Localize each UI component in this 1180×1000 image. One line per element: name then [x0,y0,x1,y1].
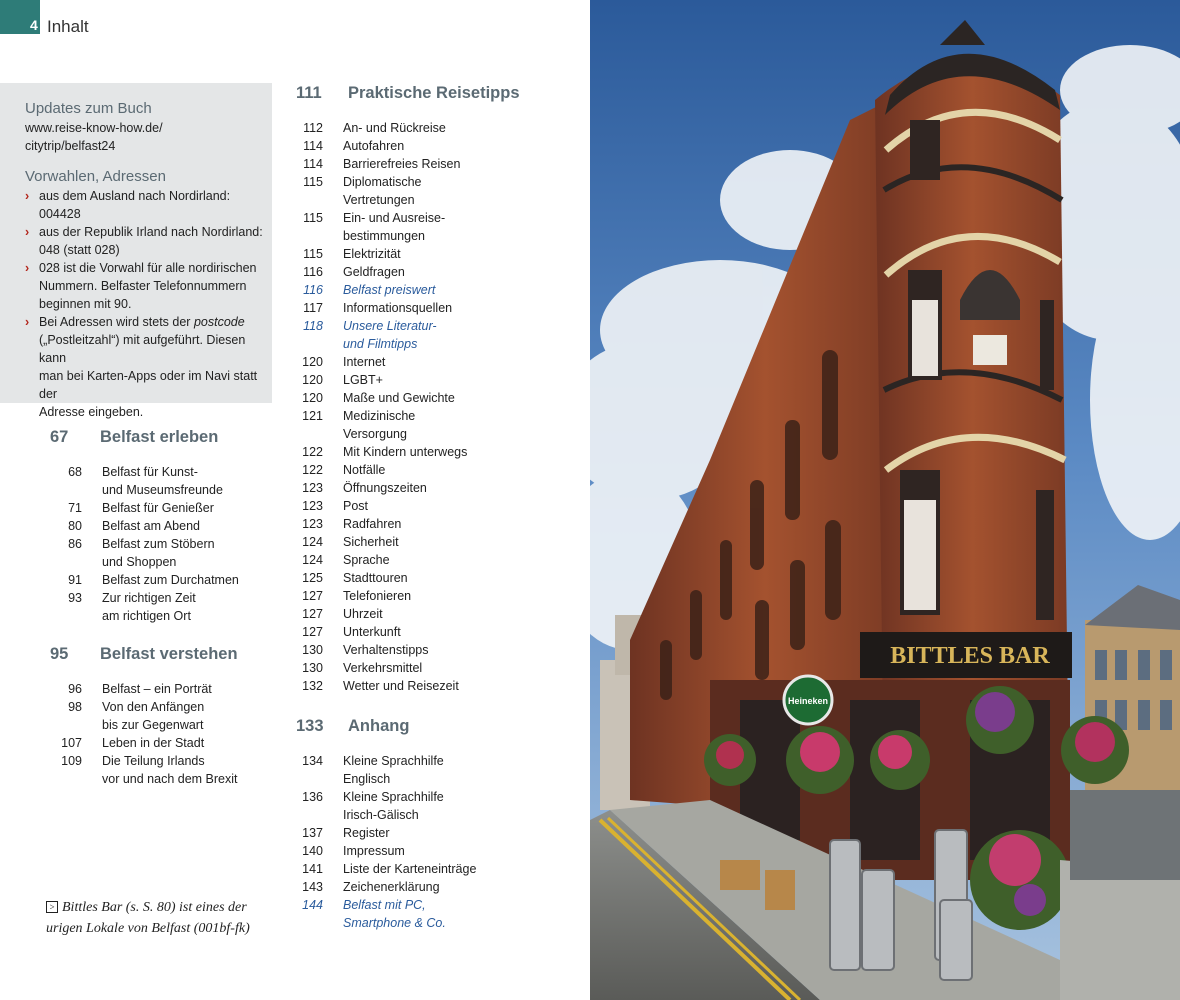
toc-entry[interactable] [295,353,545,371]
toc-page-number: 109 [61,754,82,768]
toc-entry-title: Radfahren [343,517,402,531]
toc-entry-title: Belfast mit PC, Smartphone & Co. [343,898,446,930]
toc-entry-title: Impressum [343,844,405,858]
toc-page-number: 132 [302,679,323,693]
toc-page-number: 121 [302,409,323,423]
toc-entry[interactable] [295,155,545,173]
bullet-item [25,313,265,421]
toc-entry-title: Barrierefreies Reisen [343,157,461,171]
toc-entry[interactable] [295,752,545,788]
bullet-text: Nummern. Belfaster Telefonnummern [39,279,247,293]
toc-page-number: 114 [303,139,323,153]
toc-page-number: 122 [302,463,323,477]
info-box [0,83,272,419]
toc-page-number: 112 [303,121,323,135]
toc-page-number: 137 [302,826,323,840]
toc-entry-title: Belfast für Kunst- und Museumsfreunde [102,465,223,497]
toc-entry-title: Belfast zum Stöbern und Shoppen [102,537,215,569]
toc-page-number: 116 [303,283,323,297]
toc-entry-title: Internet [343,355,386,369]
toc-entry[interactable] [295,533,545,551]
toc-page-number: 127 [302,625,323,639]
toc-entry[interactable] [295,407,545,443]
bullet-item [25,223,265,259]
toc-entry[interactable] [295,587,545,605]
toc-entry[interactable] [295,641,545,659]
toc-entry-title: Stadttouren [343,571,408,585]
toc-page-number: 120 [302,391,323,405]
toc-page-number: 122 [302,445,323,459]
toc-page-number: 98 [68,700,82,714]
bullet-text: Adresse eingeben. [39,405,144,419]
toc-page-number: 123 [302,517,323,531]
toc-entry-title: Belfast am Abend [102,519,200,533]
toc-page-number: 80 [68,519,82,533]
toc-entry[interactable] [295,824,545,842]
toc-entry-title: Post [343,499,369,513]
toc-entry[interactable] [295,551,545,569]
toc-entry[interactable] [295,461,545,479]
bullet-text: man bei Karten-Apps oder im Navi statt der [39,369,258,401]
toc-page-number: 134 [302,754,323,768]
toc-entry[interactable] [295,443,545,461]
toc-page-number: 140 [302,844,323,858]
toc-entry-title: Kleine Sprachhilfe Irisch-Gälisch [343,790,444,822]
toc-entry-title: An- und Rückreise [343,121,446,135]
toc-entry[interactable] [295,119,545,137]
toc-entry[interactable] [295,788,545,824]
toc-entry-title: Leben in der Stadt [102,736,205,750]
toc-page-number: 71 [68,501,82,515]
updates-heading: Updates zum Buch [25,100,152,117]
toc-page-number: 120 [302,373,323,387]
toc-page-number: 136 [302,790,323,804]
toc-entry[interactable] [295,371,545,389]
toc-entry-title: Sprache [343,553,390,567]
toc-entry-title: Geldfragen [343,265,405,279]
updates-url-line-2[interactable]: citytrip/belfast24 [25,139,116,153]
toc-entry-title: Zur richtigen Zeit am richtigen Ort [102,591,196,623]
toc-page-number: 141 [302,862,323,876]
toc-entry[interactable] [54,752,274,788]
toc-entry-title: Unterkunft [343,625,401,639]
toc-entry-title: Mit Kindern unterwegs [343,445,468,459]
toc-entry[interactable] [54,589,274,625]
bullet-arrow-icon: › [25,261,30,275]
bullet-item [25,259,265,313]
toc-entry[interactable] [295,878,545,896]
bullet-text: 004428 [39,207,81,221]
toc-page-number: 115 [303,211,323,225]
toc-entry[interactable] [54,517,274,535]
toc-entry[interactable] [295,263,545,281]
toc-entry-title: Belfast zum Durchatmen [102,573,239,587]
toc-entry[interactable] [295,173,545,209]
heineken-badge-text: Heineken [787,696,829,706]
toc-entry[interactable] [54,535,274,571]
bullet-text: 028 ist die Vorwahl für alle nordirischen [39,261,257,275]
toc-entry[interactable] [295,659,545,677]
toc-entry-title: Von den Anfängen bis zur Gegenwart [102,700,205,732]
caption-arrow-icon: > [46,901,58,913]
vorwahlen-heading: Vorwahlen, Adressen [25,168,166,185]
toc-entry[interactable] [54,680,274,698]
toc-entry[interactable] [54,499,274,517]
toc-page-number: 115 [303,247,323,261]
toc-entry[interactable] [295,623,545,641]
bullet-arrow-icon: › [25,189,30,203]
toc-page-number: 124 [302,553,323,567]
section-heading-praktisch[interactable]: 111 Praktische Reisetipps [296,84,520,102]
bullet-text: beginnen mit 90. [39,297,132,311]
toc-entry[interactable] [295,605,545,623]
toc-page-number: 120 [302,355,323,369]
toc-entry-title: Öffnungszeiten [343,481,427,495]
toc-entry[interactable] [295,209,545,245]
toc-entry-title: Wetter und Reisezeit [343,679,459,693]
toc-entry[interactable] [295,317,545,353]
toc-page-number: 127 [302,607,323,621]
section-heading-anhang[interactable]: 133 Anhang [296,717,410,735]
toc-page-number: 93 [68,591,82,605]
toc-entry-title: Belfast preiswert [343,283,436,297]
toc-entry[interactable] [54,698,274,734]
toc-entry[interactable] [295,389,545,407]
toc-entry-title: Medizinische Versorgung [343,409,416,441]
section-heading-verstehen[interactable]: 95 Belfast verstehen [50,645,238,663]
toc-entry-title: Zeichenerklärung [343,880,440,894]
toc-entry-title: Ein- und Ausreise- bestimmungen [343,211,446,243]
toc-page-number: 117 [303,301,323,315]
toc-entry-title: Elektrizität [343,247,401,261]
toc-entry-title: Autofahren [343,139,405,153]
toc-page-number: 116 [303,265,323,279]
toc-entry-title: Kleine Sprachhilfe Englisch [343,754,444,786]
photo-bittles-bar [590,0,1180,1000]
toc-entry[interactable] [295,569,545,587]
toc-entry-title: Verhaltenstipps [343,643,429,657]
bullet-arrow-icon: › [25,315,30,329]
toc-entry[interactable] [295,842,545,860]
toc-entry-title: Sicherheit [343,535,399,549]
toc-page-number: 123 [302,481,323,495]
toc-entry-title: Informationsquellen [343,301,453,315]
toc-entry[interactable] [54,734,274,752]
toc-entry[interactable] [295,677,545,695]
page-title: Inhalt [47,17,89,36]
bullet-text: aus dem Ausland nach Nordirland: [39,189,231,203]
updates-url-line-1[interactable]: www.reise-know-how.de/ [25,121,163,135]
toc-page-number: 123 [302,499,323,513]
bullet-text: („Postleitzahl“) mit aufgeführt. Diesen kann [39,333,246,365]
toc-entry[interactable] [54,463,274,499]
toc-entry-title: Telefonieren [343,589,412,603]
toc-entry-title: Maße und Gewichte [343,391,455,405]
section-heading-erleben[interactable]: 67 Belfast erleben [50,428,219,446]
toc-entry-title: Belfast – ein Porträt [102,682,212,696]
toc-page-number: 130 [302,643,323,657]
toc-entry[interactable] [295,860,545,878]
bullet-text: 048 (statt 028) [39,243,120,257]
toc-page-number: 114 [303,157,323,171]
toc-entry[interactable] [54,571,274,589]
toc-page-number: 68 [68,465,82,479]
toc-page-number: 107 [61,736,82,750]
photo-caption: > Bittles Bar (s. S. 80) ist eines der urigen Lokale von Belfast (001bf-fk) [46,900,250,936]
toc-page-number: 124 [302,535,323,549]
toc-page-number: 127 [302,589,323,603]
toc-page-number: 125 [302,571,323,585]
toc-page-number: 130 [302,661,323,675]
toc-entry-title: Uhrzeit [343,607,383,621]
toc-list-verstehen [54,680,274,788]
toc-list-erleben [54,463,274,625]
toc-entry-title: Verkehrsmittel [343,661,423,675]
bullet-item [25,187,265,223]
toc-list-praktisch [295,119,545,695]
toc-entry[interactable] [295,479,545,497]
bullet-arrow-icon: › [25,225,30,239]
toc-entry[interactable] [295,137,545,155]
toc-entry[interactable] [295,497,545,515]
toc-entry[interactable] [295,281,545,299]
toc-page-number: 143 [302,880,323,894]
toc-page-number: 118 [303,319,323,333]
toc-page-number: 86 [68,537,82,551]
toc-list-anhang [295,752,545,932]
toc-entry-title: Die Teilung Irlands vor und nach dem Brexit [102,754,238,786]
toc-page-number: 96 [68,682,82,696]
toc-page-number: 91 [68,573,82,587]
toc-entry-title: Diplomatische Vertretungen [343,175,422,207]
page-number: 4 [30,17,38,33]
toc-entry[interactable] [295,515,545,533]
toc-entry-title: Register [343,826,390,840]
toc-entry[interactable] [295,299,545,317]
toc-page-number: 144 [302,898,323,912]
toc-entry-title: Belfast für Genießer [102,501,214,515]
toc-entry-title: Unsere Literatur- und Filmtipps [343,319,437,351]
bullet-text: Bei Adressen wird stets der postcode [39,315,245,329]
bullet-text: aus der Republik Irland nach Nordirland: [39,225,263,239]
toc-entry[interactable] [295,896,545,932]
toc-entry-title: Liste der Karteneinträge [343,862,477,876]
toc-entry[interactable] [295,245,545,263]
toc-entry-title: LGBT+ [343,373,383,387]
bar-sign-text: BITTLES BAR [890,643,1050,669]
toc-entry-title: Notfälle [343,463,386,477]
toc-page-number: 115 [303,175,323,189]
